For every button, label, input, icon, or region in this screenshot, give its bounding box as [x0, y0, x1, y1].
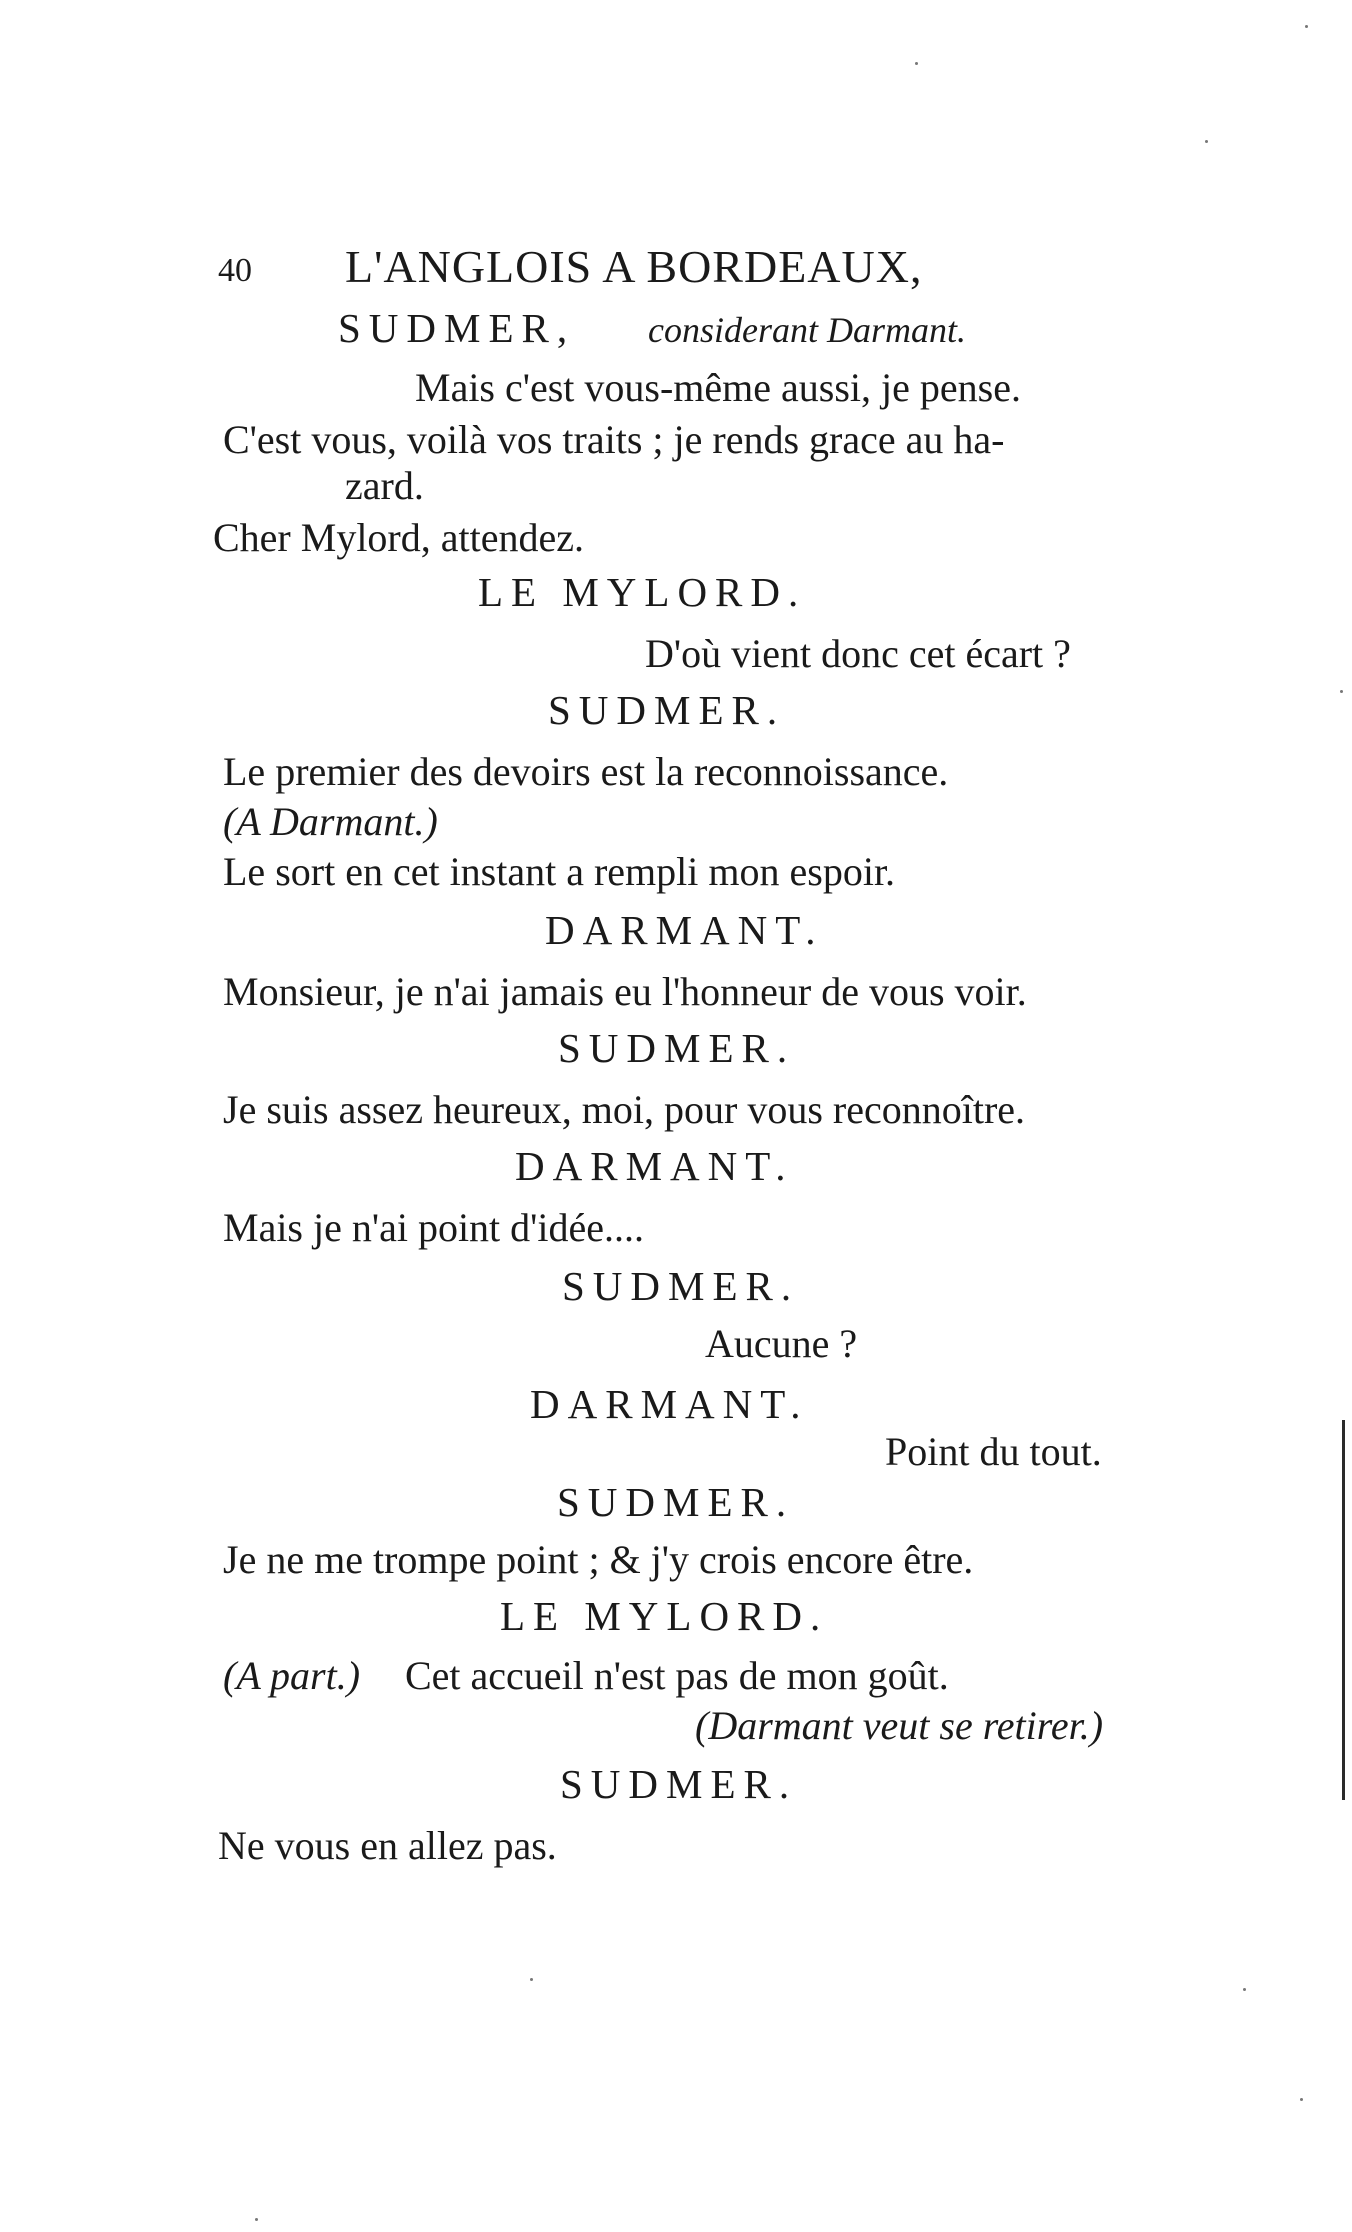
- speaker-darmant: DARMANT.: [515, 1143, 794, 1189]
- verse-line: Je ne me trompe point ; & j'y crois encore être.: [223, 1537, 974, 1582]
- verse-line: Aucune ?: [705, 1321, 858, 1366]
- speaker-sudmer: SUDMER.: [548, 687, 786, 733]
- stage-direction: (A Darmant.): [223, 799, 438, 844]
- speaker-sudmer: SUDMER,: [338, 305, 576, 351]
- speaker-sudmer: SUDMER.: [560, 1761, 798, 1807]
- verse-line: Je suis assez heureux, moi, pour vous reconnoître.: [223, 1087, 1026, 1132]
- paper-speck: [530, 1978, 533, 1981]
- stage-direction: considerant Darmant.: [648, 310, 966, 350]
- paper-speck: [915, 62, 918, 65]
- verse-line: Le premier des devoirs est la reconnoissance.: [223, 749, 949, 794]
- speaker-sudmer: SUDMER.: [557, 1479, 795, 1525]
- stage-direction: (A part.): [223, 1653, 361, 1698]
- verse-line: Mais je n'ai point d'idée....: [223, 1205, 644, 1250]
- speaker-sudmer: SUDMER.: [562, 1263, 800, 1309]
- paper-speck: [1205, 140, 1208, 143]
- speaker-le-mylord: LE MYLORD.: [500, 1593, 829, 1639]
- paper-speck: [1340, 690, 1343, 693]
- verse-line: Ne vous en allez pas.: [218, 1823, 557, 1868]
- verse-line: D'où vient donc cet écart ?: [645, 631, 1071, 676]
- verse-line: Mais c'est vous-même aussi, je pense.: [415, 365, 1021, 410]
- paper-speck: [1243, 1988, 1246, 1991]
- verse-line: Cet accueil n'est pas de mon goût.: [405, 1653, 949, 1698]
- verse-line: Point du tout.: [885, 1429, 1102, 1474]
- verse-line: Le sort en cet instant a rempli mon espoir.: [223, 849, 896, 894]
- running-title: L'ANGLOIS A BORDEAUX,: [345, 241, 923, 292]
- paper-speck: [1305, 25, 1308, 28]
- paper-speck: [255, 2218, 258, 2221]
- speaker-darmant: DARMANT.: [530, 1381, 809, 1427]
- verse-line: zard.: [345, 463, 424, 508]
- verse-line: Monsieur, je n'ai jamais eu l'honneur de vous voir.: [223, 969, 1027, 1014]
- page-number: 40: [218, 252, 252, 289]
- speaker-darmant: DARMANT.: [545, 907, 824, 953]
- verse-line: C'est vous, voilà vos traits ; je rends grace au ha-: [223, 417, 1005, 462]
- speaker-sudmer: SUDMER.: [558, 1025, 796, 1071]
- page-edge-shadow: [1342, 1420, 1345, 1800]
- speaker-le-mylord: LE MYLORD.: [478, 569, 807, 615]
- verse-line: Cher Mylord, attendez.: [213, 515, 584, 560]
- stage-direction: (Darmant veut se retirer.): [695, 1703, 1104, 1748]
- paper-speck: [1300, 2098, 1303, 2101]
